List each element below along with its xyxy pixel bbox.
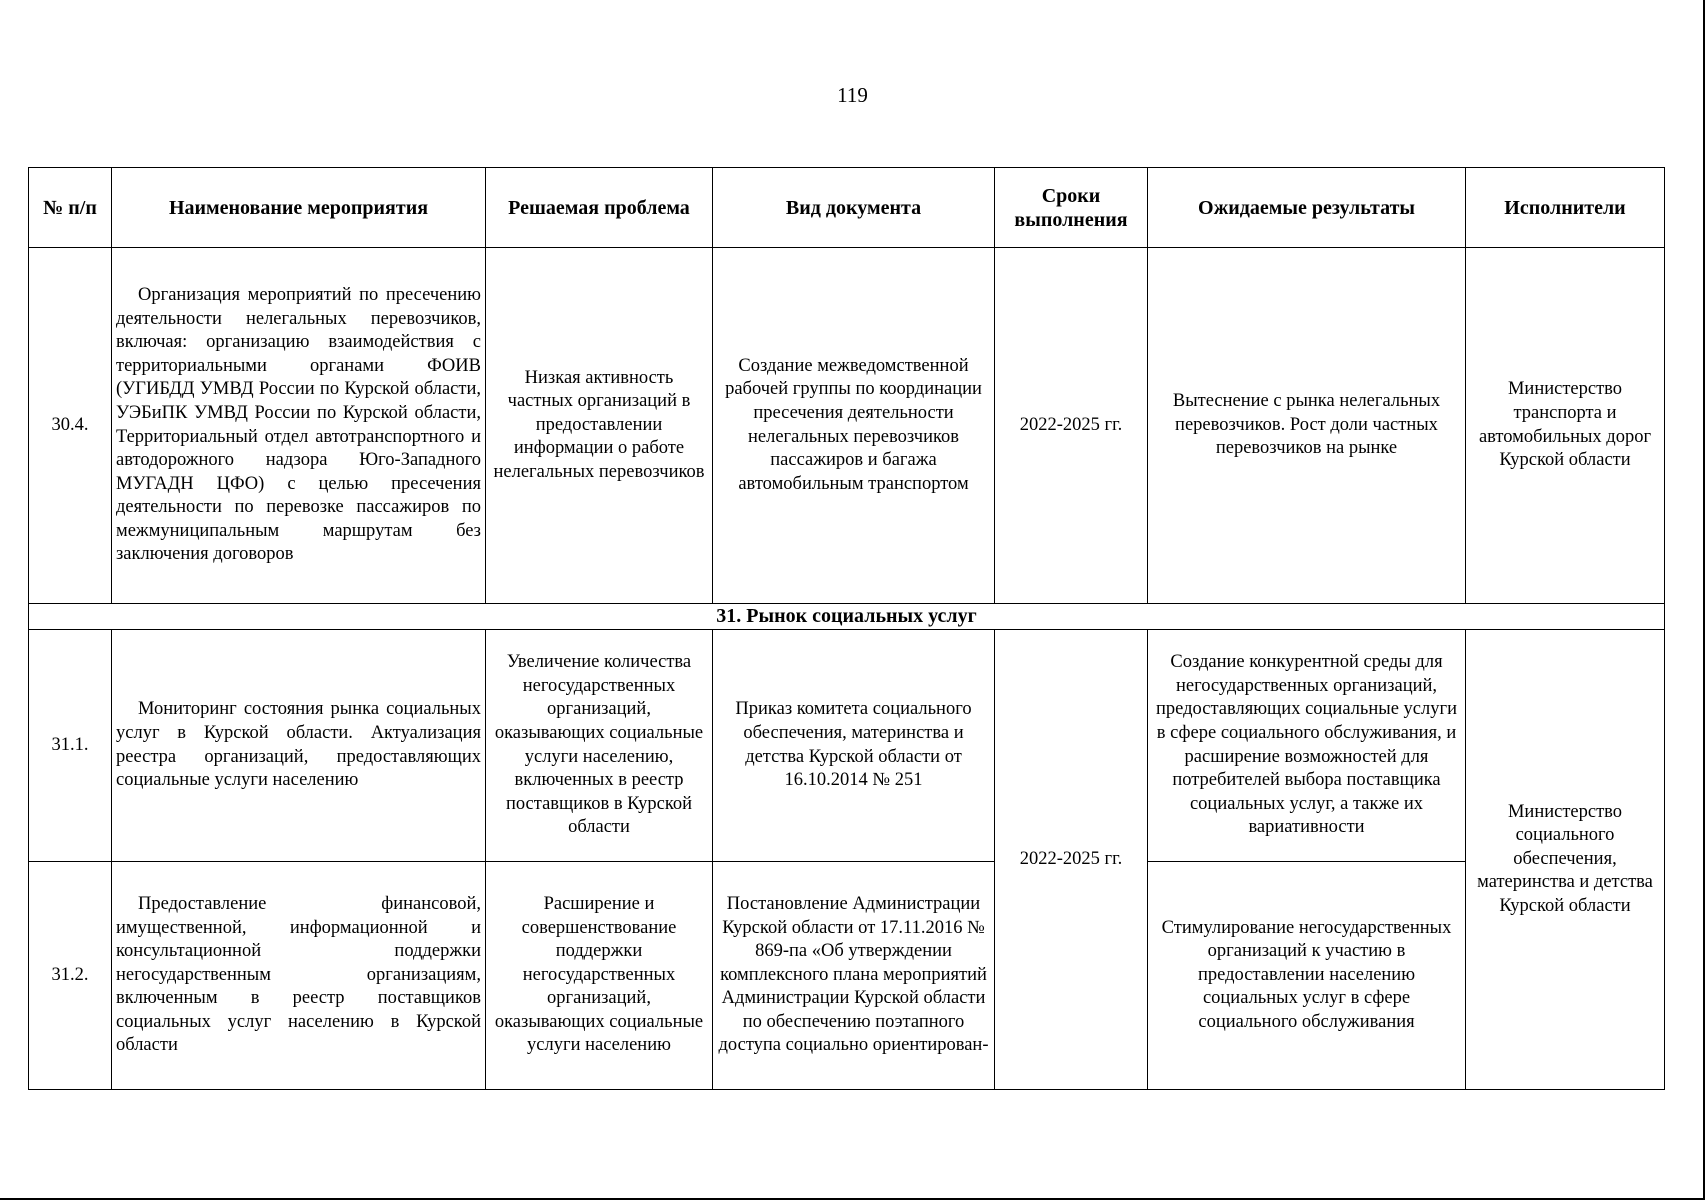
header-results: Ожидаемые результаты [1148,168,1466,248]
page-number: 119 [837,83,868,107]
row-name: Организация мероприятий по пресечению деятельности нелегальных перевозчиков, включая: организацию взаимодействия с территориальными органами ФОИВ (УГИБДД УМВД России по Курской области, УЭБиПК УМВД России по Курской области, Территориальный отдел автотранспортного и автодорожного надзора Юго-Западного МУГАДН ЦФО) с целью пресечения деятельности по перевозке пассажиров по межмуниципальным маршрутам без заключения договоров [112,248,486,604]
row-problem: Увеличение количества негосударственных организаций, оказывающих социальные услуги населению, включенных в реестр поставщиков в Курской области [486,630,713,862]
section-header-row [29,604,1665,630]
header-num: № п/п [29,168,112,248]
row-name: Мониторинг состояния рынка социальных услуг в Курской области. Актуализация реестра организаций, предоставляющих социальные услуги населению [112,630,486,862]
row-num: 31.1. [29,630,112,862]
row-doc-type: Приказ комитета социального обеспечения, материнства и детства Курской области от 16.10.2014 № 251 [713,630,995,862]
row-problem: Низкая активность частных организаций в предоставлении информации о работе нелегальных перевозчиков [486,248,713,604]
table-row [29,630,1665,862]
row-problem: Расширение и совершенствование поддержки негосударственных организаций, оказывающих социальные услуги населению [486,862,713,1090]
row-executors: Министерство социального обеспечения, материнства и детства Курской области [1466,630,1665,1090]
header-executors: Исполнители [1466,168,1665,248]
row-results: Стимулирование негосударственных организаций к участию в предоставлении населению социальных услуг в сфере социального обслуживания [1148,862,1466,1090]
table-row [29,248,1665,604]
row-doc-type: Постановление Администрации Курской области от 17.11.2016 № 869-па «Об утверждении комплексного плана мероприятий Администрации Курской области по обеспечению поэтапного доступа социально ориентирован- [713,862,995,1090]
row-executors: Министерство транспорта и автомобильных дорог Курской области [1466,248,1665,604]
header-doc-type: Вид документа [713,168,995,248]
row-results: Вытеснение с рынка нелегальных перевозчиков. Рост доли частных перевозчиков на рынке [1148,248,1466,604]
row-num: 31.2. [29,862,112,1090]
section-title: 31. Рынок социальных услуг [29,604,1665,630]
table-row [29,862,1665,1090]
row-num: 30.4. [29,248,112,604]
header-problem: Решаемая проблема [486,168,713,248]
row-deadline: 2022-2025 гг. [995,630,1148,1090]
header-name: Наименование мероприятия [112,168,486,248]
row-results: Создание конкурентной среды для негосударственных организаций, предоставляющих социальные услуги в сфере социального обслуживания, и расширение возможностей для потребителей выбора поставщика социальных услуг, а также их вариативности [1148,630,1466,862]
row-doc-type: Создание межведомственной рабочей группы по координации пресечения деятельности нелегальных перевозчиков пассажиров и багажа автомобильным транспортом [713,248,995,604]
measures-table [28,167,1665,1090]
header-deadline: Сроки выполнения [995,168,1148,248]
table-header-row [29,168,1665,248]
row-name: Предоставление финансовой, имущественной, информационной и консультационной поддержки негосударственным организациям, включенным в реестр поставщиков социальных услуг населению в Курской области [112,862,486,1090]
row-deadline: 2022-2025 гг. [995,248,1148,604]
